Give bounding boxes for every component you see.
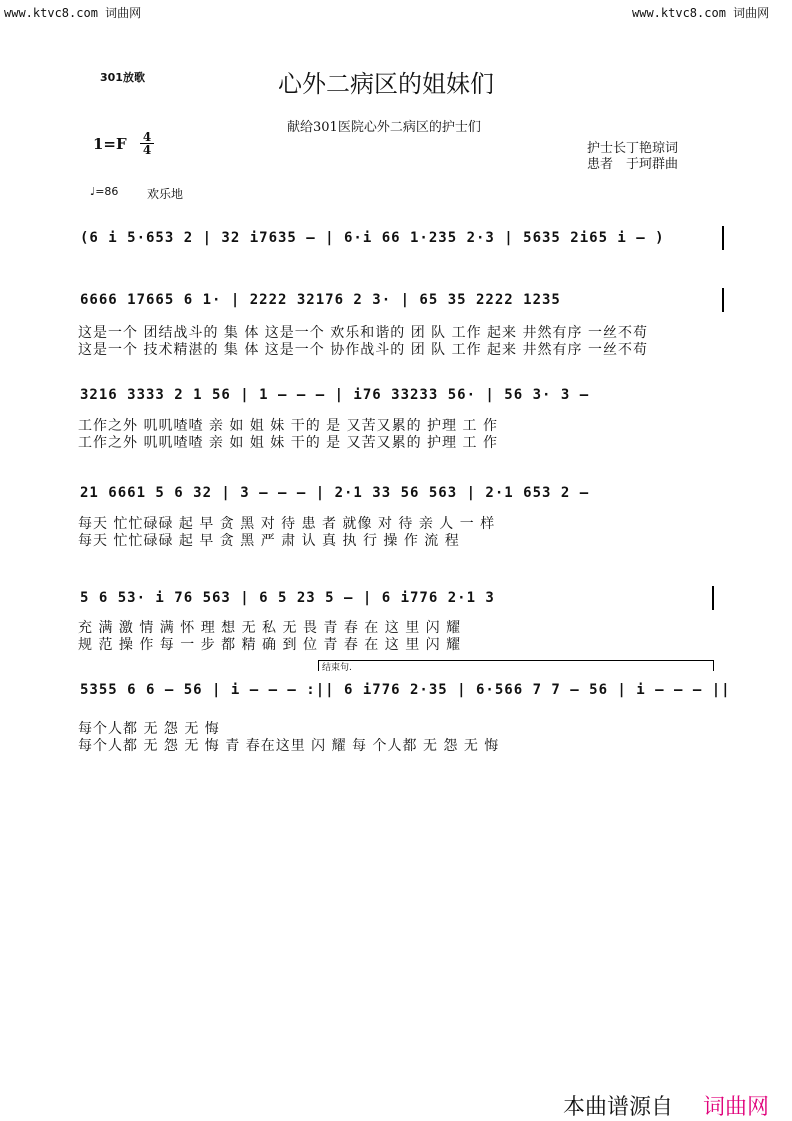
tempo-mark: ♩=86 [90,185,119,198]
lyric-line-4-verse-2: 每天 忙忙碌碌 起 早 贪 黑 严 肃 认 真 执 行 操 作 流 程 [78,533,460,549]
notation-line-6: 5355 6 6 – 56 | i – – – :|| 6 i776 2·35 | 6·566 7 7 – 56 | i – – – || [80,682,731,698]
watermark-left: www.ktvc8.com 词曲网 [4,6,142,20]
bar-line [722,288,724,312]
notation-line-1: (6 i 5·653 2 | 32 i7635 – | 6·i 66 1·235 2·3 | 5635 2i65 i – ) [80,230,665,246]
ending-label: 结束句. [322,663,352,673]
meter-top: 4 [142,130,152,144]
lyric-line-6-verse-1: 每个人都 无 怨 无 悔 [78,721,220,737]
lyric-line-3-verse-2: 工作之外 叽叽喳喳 亲 如 姐 妹 干的 是 又苦又累的 护理 工 作 [78,435,498,451]
meter-bottom: 4 [140,143,154,156]
notation-line-5: 5 6 53· i 76 563 | 6 5 23 5 – | 6 i776 2·1 3 [80,590,495,606]
lyric-line-6-verse-2: 每个人都 无 怨 无 悔 青 春在这里 闪 耀 每 个人都 无 怨 无 悔 [78,738,500,754]
notation-line-3: 3216 3333 2 1 56 | 1 – – – | i76 33233 56· | 56 3· 3 – [80,387,590,403]
lyric-line-5-verse-1: 充 满 激 情 满 怀 理 想 无 私 无 畏 青 春 在 这 里 闪 耀 [78,620,462,636]
song-title: 心外二病区的姐妹们 [278,70,494,98]
album-tag: 301放歌 [100,71,145,84]
source-label: 本曲谱源自 [563,1095,674,1120]
composer-credit: 患者 于珂群曲 [587,157,679,172]
ending-bracket [318,660,714,671]
dedication: 献给301医院心外二病区的护士们 [287,120,481,135]
source-site-link[interactable]: 词曲网 [703,1095,770,1120]
bar-line [722,226,724,250]
notation-line-4: 21 6661 5 6 32 | 3 – – – | 2·1 33 56 563 | 2·1 653 2 – [80,485,590,501]
lyric-line-3-verse-1: 工作之外 叽叽喳喳 亲 如 姐 妹 干的 是 又苦又累的 护理 工 作 [78,418,498,434]
bar-line [712,586,714,610]
lyric-line-5-verse-2: 规 范 操 作 每 一 步 都 精 确 到 位 青 春 在 这 里 闪 耀 [78,637,462,653]
expression-mark: 欢乐地 [147,187,184,201]
notation-line-2: 6666 17665 6 1· | 2222 32176 2 3· | 65 35 2222 1235 [80,292,561,308]
key-signature: 1=F [93,135,127,153]
watermark-right: www.ktvc8.com 词曲网 [632,6,770,20]
lyric-line-4-verse-1: 每天 忙忙碌碌 起 早 贪 黑 对 待 患 者 就像 对 待 亲 人 一 样 [78,516,496,532]
lyric-line-2-verse-1: 这是一个 团结战斗的 集 体 这是一个 欢乐和谐的 团 队 工作 起来 井然有序 一丝不苟 [78,325,648,341]
lyric-line-2-verse-2: 这是一个 技术精湛的 集 体 这是一个 协作战斗的 团 队 工作 起来 井然有序 一丝不苟 [78,342,648,358]
time-signature [140,131,154,156]
lyricist-credit: 护士长丁艳琼词 [587,141,679,156]
